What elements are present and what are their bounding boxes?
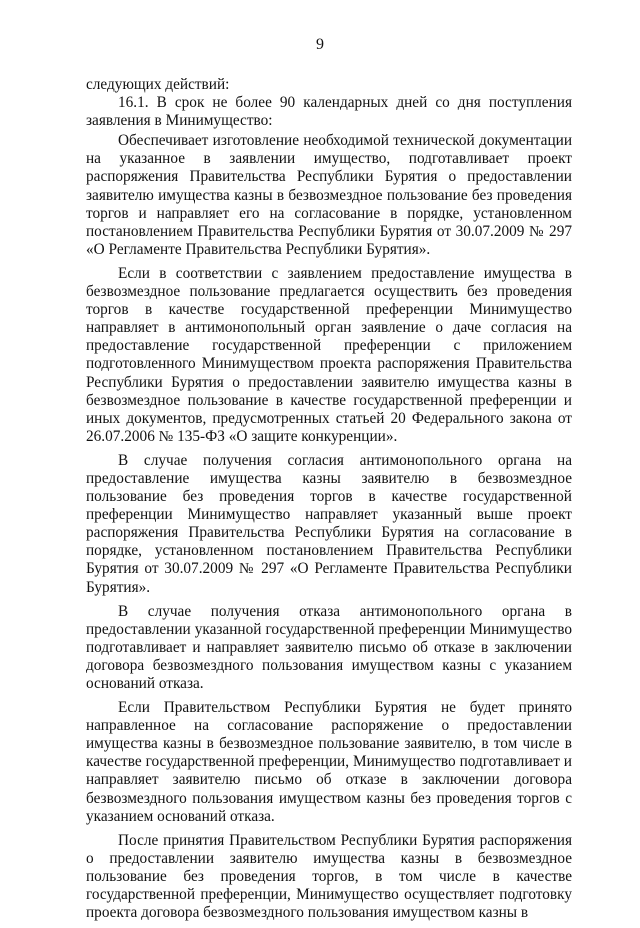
paragraph-antimonopoly-consent: В случае получения согласия антимонопольного органа на предоставление имущества казны заявителю в безвозмездное пользование без проведения торгов в качестве государственной преференции Минимущество направляет указанный выше проект распоряжения Правительства Республики Бурятия на согласование в порядке, установленном постановлением Правительства Республики Бурятия от 30.07.2009 № 297 «О Регламенте Правительства Республики Бурятия». bbox=[86, 451, 572, 596]
page-number: 9 bbox=[316, 36, 324, 53]
paragraph-antimonopoly-refusal: В случае получения отказа антимонопольного органа в предоставлении указанной государственной преференции Минимущество подготавливает и направляет заявителю письмо об отказе в заключении договора безвозмездного пользования имуществом казны с указанием оснований отказа. bbox=[86, 602, 572, 692]
paragraph-state-preference-request: Если в соответствии с заявлением предоставление имущества в безвозмездное пользование предлагается осуществить без проведения торгов в качестве государственной преференции Минимущество направляет в антимонопольный орган заявление о даче согласия на предоставление государственной преференции с приложением подготовленного Минимуществом проекта распоряжения Правительства Республики Бурятия о предоставлении заявителю имущества казны в безвозмездное пользование в качестве государственной преференции и иных документов, предусмотренных статьей 20 Федерального закона от 26.07.2006 № 135-ФЗ «О защите конкуренции». bbox=[86, 264, 572, 445]
document-body bbox=[86, 76, 572, 928]
paragraph-continuation: следующих действий: bbox=[86, 76, 230, 93]
paragraph-technical-documentation: Обеспечивает изготовление необходимой технической документации на указанное в заявлении имущество, подготавливает проект распоряжения Правительства Республики Бурятия о предоставлении заявителю имущества казны в безвозмездное пользование без проведения торгов и направляет его на согласование в порядке, установленном постановлением Правительства Республики Бурятия от 30.07.2009 № 297 «О Регламенте Правительства Республики Бурятия». bbox=[86, 132, 572, 258]
paragraph-government-rejection: Если Правительством Республики Бурятия не будет принято направленное на согласование распоряжение о предоставлении имущества казны в безвозмездное пользование заявителю, в том числе в качестве государственной преференции, Минимущество подготавливает и направляет заявителю письмо об отказе в заключении договора безвозмездного пользования имуществом казны без проведения торгов с указанием оснований отказа. bbox=[86, 699, 572, 825]
paragraph-contract-preparation: После принятия Правительством Республики Бурятия распоряжения о предоставлении заявителю имущества казны в безвозмездное пользование без проведения торгов, в том числе в качестве государственной преференции, Минимущество осуществляет подготовку проекта договора безвозмездного пользования имуществом казны в bbox=[86, 831, 572, 922]
paragraph-clause-16-1: 16.1. В срок не более 90 календарных дней со дня поступления заявления в Минимущество: bbox=[86, 94, 572, 130]
